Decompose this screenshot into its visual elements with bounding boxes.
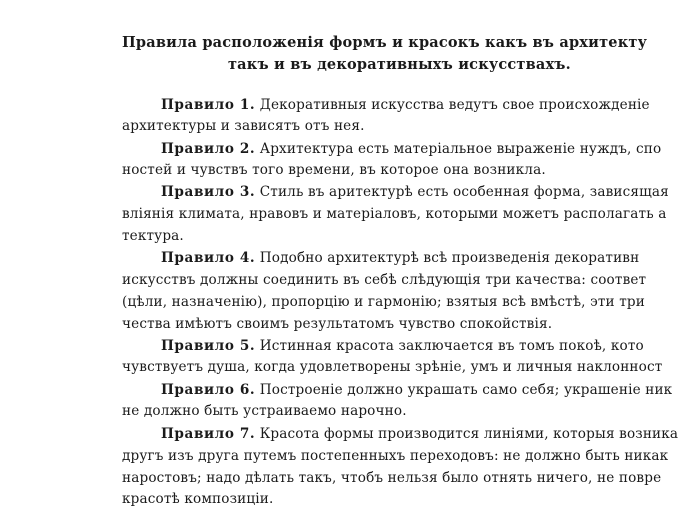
rule-2-line-2: ностей и чувствъ того времени, въ которое она возникла. xyxy=(122,162,546,178)
rule-1-first-line xyxy=(161,95,650,115)
rule-5-line-2: чувствуетъ душа, когда удовлетворены зрѣніе, умъ и личныя наклонност xyxy=(122,359,663,375)
rule-2-text: Архитектура есть матеріальное выраженіе нуждъ, спо xyxy=(259,141,662,157)
rule-4-line-2: искусствъ должны соединить въ себѣ слѣдующія три качества: соответ xyxy=(122,272,647,288)
rule-6-text: Построеніе должно украшать само себя; украшеніе ник xyxy=(259,382,673,398)
title-line-1: Правила расположенія формъ и красокъ какъ въ архитекту xyxy=(122,34,648,51)
rule-6-first-line xyxy=(161,380,672,400)
rule-1-text: Декоративныя искусства ведутъ свое происхожденіе xyxy=(259,97,650,113)
rule-7-line-3: наростовъ; надо дѣлать такъ, чтобъ нельзя было отнять ничего, не повре xyxy=(122,470,662,486)
rule-7-line-4: красотѣ композиціи. xyxy=(122,491,274,507)
rule-4-label: Правило 4. xyxy=(161,250,256,266)
rule-3-first-line xyxy=(161,182,669,202)
rule-4-first-line xyxy=(161,248,639,268)
rule-3-line-2: вліянія климата, нравовъ и матеріаловъ, которыми можетъ располагать а xyxy=(122,206,667,222)
rule-7-text: Красота формы производится линіями, которыя возника xyxy=(259,426,679,442)
rule-2-label: Правило 2. xyxy=(161,141,256,157)
rule-4-line-3: (цѣли, назначенію), пропорцію и гармонію; взятыя всѣ вмѣстѣ, эти три xyxy=(122,294,645,310)
rule-6-label: Правило 6. xyxy=(161,382,256,398)
rule-3-line-3: тектура. xyxy=(122,228,184,244)
rule-4-text: Подобно архитектурѣ всѣ произведенія декоративн xyxy=(259,250,640,266)
rule-3-label: Правило 3. xyxy=(161,184,256,200)
rule-4-line-4: чества имѣютъ своимъ результатомъ чувство спокойствія. xyxy=(122,316,553,332)
rule-2-first-line xyxy=(161,139,661,159)
rule-5-label: Правило 5. xyxy=(161,338,256,354)
rule-5-text: Истинная красота заключается въ томъ покоѣ, кото xyxy=(259,338,644,354)
rule-5-first-line xyxy=(161,336,644,356)
rule-7-label: Правило 7. xyxy=(161,426,256,442)
title-line-2: такъ и въ декоративныхъ искусствахъ. xyxy=(228,56,571,73)
rule-3-text: Стиль въ аритектурѣ есть особенная форма, зависящая xyxy=(259,184,669,200)
rule-7-first-line xyxy=(161,424,678,444)
rule-1-label: Правило 1. xyxy=(161,97,256,113)
rule-7-line-2: другъ изъ друга путемъ постепенныхъ переходовъ: не должно быть никак xyxy=(122,448,669,464)
rule-1-line-2: архитектуры и зависятъ отъ нея. xyxy=(122,118,365,134)
rule-6-line-2: не должно быть устраиваемо нарочно. xyxy=(122,403,407,419)
